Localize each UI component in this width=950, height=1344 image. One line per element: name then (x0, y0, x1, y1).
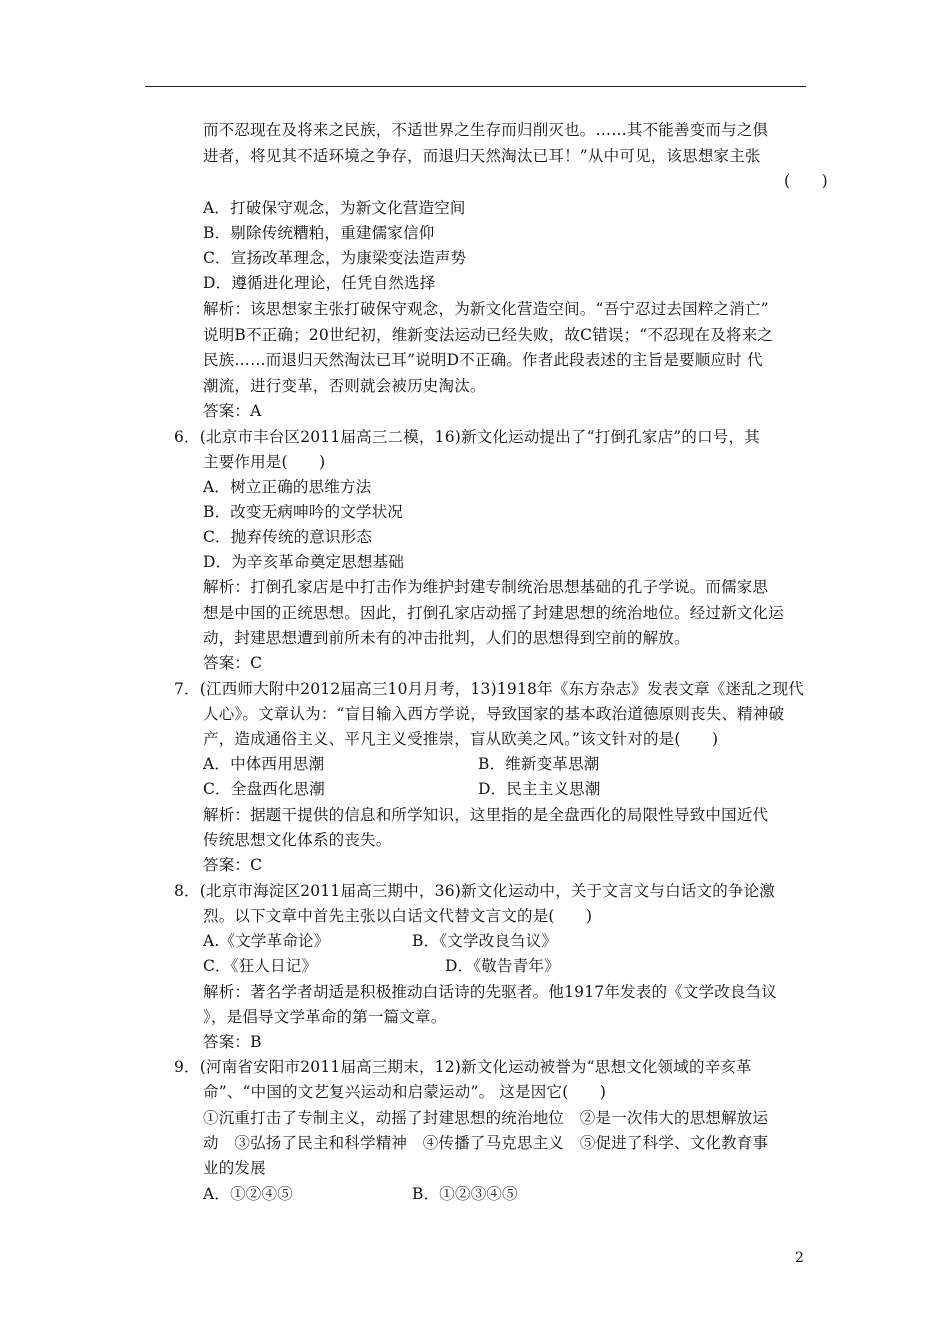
option-b: B．《文学改良刍议》 (412, 932, 558, 950)
option-a: A.《文学革命论》 (203, 932, 330, 950)
question-6-stem: 主要作用是( ) (203, 453, 326, 471)
answer-line: 答案：C (203, 856, 263, 874)
question-9-items: 动 ③弘扬了民主和科学精神 ④传播了马克思主义 ⑤促进了科学、文化教育事 (203, 1134, 769, 1152)
question-9-items: 业的发展 (203, 1159, 266, 1177)
option-d: D．遵循进化理论，任凭自然选择 (203, 274, 436, 292)
analysis-line: 解析：著名学者胡适是积极推动白话诗的先驱者。他1917年发表的《文学改良刍议 (203, 983, 778, 1001)
analysis-line: 解析：打倒孔家店是中打击作为维护封建专制统治思想基础的孔子学说。而儒家思 (203, 578, 769, 596)
question-6-stem: 6．(北京市丰台区2011届高三二模，16)新文化运动提出了“打倒孔家店”的口号，其 (174, 428, 760, 446)
analysis-line: 传统思想文化体系的丧失。 (203, 831, 392, 849)
question-7-stem: 产，造成通俗主义、平凡主义受推崇，盲从欧美之风。”该文针对的是( ) (203, 730, 719, 748)
option-d: D．为辛亥革命奠定思想基础 (203, 553, 405, 571)
question-7-stem: 7．(江西师大附中2012届高三10月月考，13)1918年《东方杂志》发表文章《迷乱之现代 (174, 680, 804, 698)
option-a: A．①②④⑤ (203, 1185, 293, 1203)
option-c: C．《狂人日记》 (203, 957, 318, 975)
option-b: B．剔除传统糟粕，重建儒家信仰 (203, 224, 435, 242)
question-9-stem: 命”、“中国的文艺复兴运动和启蒙运动”。 这是因它( ) (203, 1083, 607, 1101)
text-line: 进者，将见其不适环境之争存，而退归天然淘汰已耳！”从中可见，该思想家主张 (203, 147, 761, 165)
option-b: B．①②③④⑤ (412, 1185, 518, 1203)
question-9-stem: 9．(河南省安阳市2011届高三期末，12)新文化运动被誉为“思想文化领域的辛亥革 (174, 1058, 752, 1076)
question-7-stem: 人心》。文章认为：“盲目输入西方学说，导致国家的基本政治道德原则丧失、精神破 (203, 705, 785, 723)
option-b: B．维新变革思潮 (478, 755, 600, 773)
analysis-line: 解析：该思想家主张打破保守观念，为新文化营造空间。“吾宁忍过去国粹之消亡” (203, 300, 769, 318)
option-c: C．抛弃传统的意识形态 (203, 528, 373, 546)
option-d: D．《敬告青年》 (445, 957, 560, 975)
answer-line: 答案：C (203, 654, 263, 672)
option-c: C．全盘西化思潮 (203, 780, 325, 798)
page-number: 2 (795, 1250, 804, 1266)
question-9-items: ①沉重打击了专制主义，动摇了封建思想的统治地位 ②是一次伟大的思想解放运 (203, 1109, 769, 1127)
answer-bracket: ( ) (784, 172, 828, 190)
text-line: 而不忍现在及将来之民族，不适世界之生存而归削灭也。……其不能善变而与之俱 (203, 121, 769, 139)
question-8-stem: 8．(北京市海淀区2011届高三期中，36)新文化运动中，关于文言文与白话文的争论激 (174, 882, 776, 900)
analysis-line: 》，是倡导文学革命的第一篇文章。 (203, 1008, 447, 1026)
option-a: A．中体西用思潮 (203, 755, 325, 773)
analysis-line: 民族……而退归天然淘汰已耳”说明D不正确。作者此段表述的主旨是要顺应时 代 (203, 351, 763, 369)
option-c: C．宣扬改革理念，为康梁变法造声势 (203, 249, 467, 267)
analysis-line: 想是中国的正统思想。因此，打倒孔家店动摇了封建思想的统治地位。经过新文化运 (203, 604, 784, 622)
option-a: A．打破保守观念，为新文化营造空间 (203, 199, 466, 217)
option-d: D．民主主义思潮 (478, 780, 601, 798)
option-b: B．改变无病呻吟的文学状况 (203, 503, 403, 521)
analysis-line: 解析：据题干提供的信息和所学知识，这里指的是全盘西化的局限性导致中国近代 (203, 806, 769, 824)
analysis-line: 动，封建思想遭到前所未有的冲击批判，人们的思想得到空前的解放。 (203, 629, 690, 647)
answer-line: 答案：B (203, 1033, 262, 1051)
answer-line: 答案：A (203, 402, 262, 420)
analysis-line: 说明B不正确；20世纪初，维新变法运动已经失败，故C错误；“不忍现在及将来之 (203, 326, 773, 344)
question-8-stem: 烈。以下文章中首先主张以白话文代替文言文的是( ) (203, 907, 593, 925)
header-rule (145, 86, 806, 87)
option-a: A．树立正确的思维方法 (203, 478, 372, 496)
analysis-line: 潮流，进行变革，否则就会被历史淘汰。 (203, 377, 486, 395)
